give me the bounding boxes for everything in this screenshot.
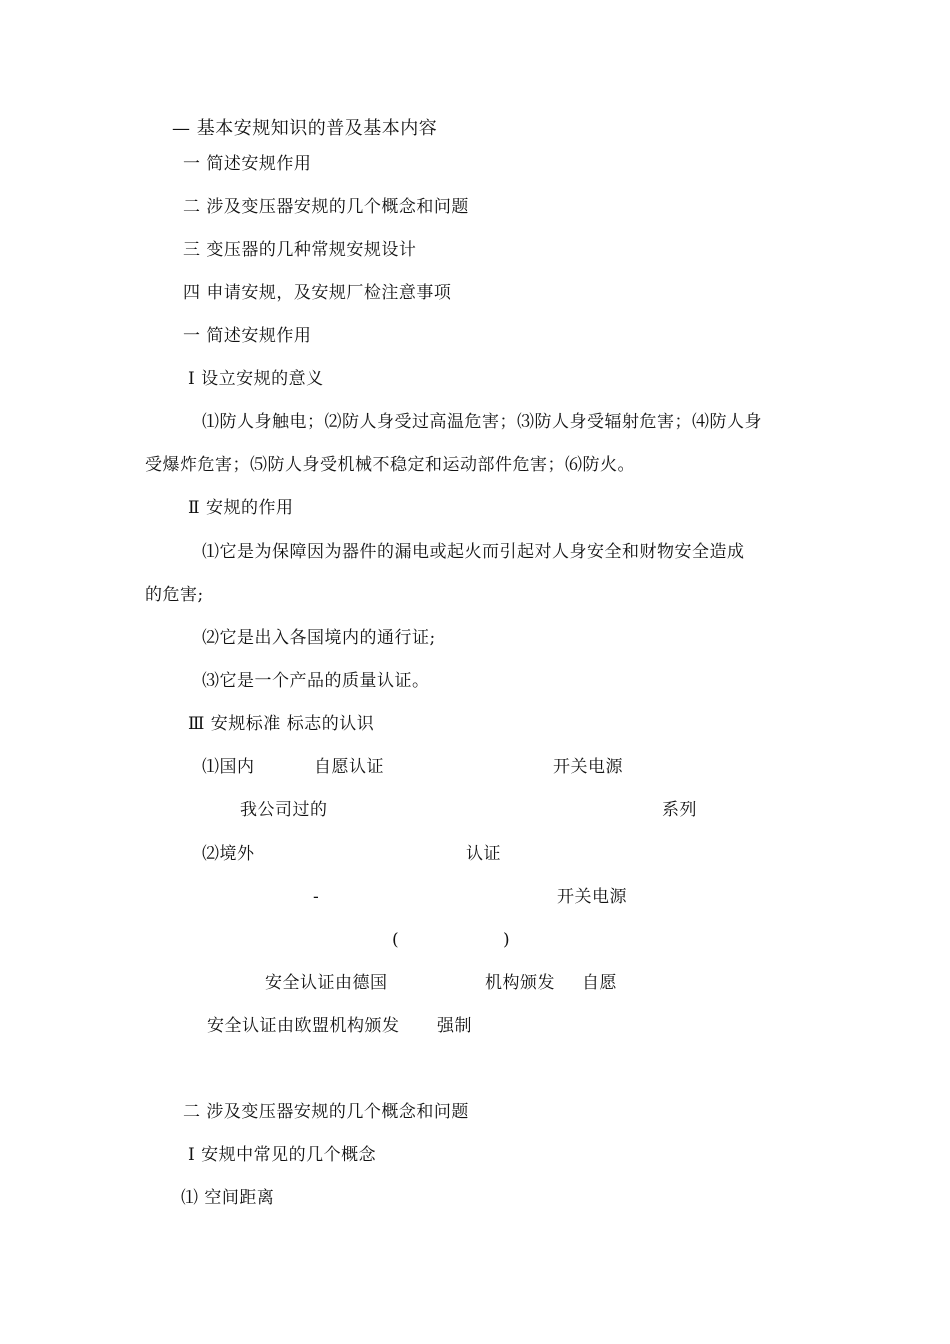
section1-sub2-p2: ⑵它是出入各国境内的通行证;: [202, 628, 436, 648]
foreign-label: ⑵境外: [202, 844, 255, 864]
germany-issue: 机构颁发: [485, 973, 555, 993]
dash-separator: -: [313, 887, 320, 907]
section1-sub2-heading: Ⅱ 安规的作用: [188, 498, 294, 518]
paren-open: (: [392, 930, 400, 950]
eu-cert: 安全认证由欧盟机构颁发: [207, 1016, 400, 1036]
section1-sub3-heading: Ⅲ 安规标准 标志的认识: [188, 714, 375, 734]
foreign-cert: 认证: [466, 844, 501, 864]
domestic-label: ⑴国内: [202, 757, 255, 777]
eu-type: 强制: [437, 1016, 472, 1036]
section1-sub1-line1: ⑴防人身触电；⑵防人身受过高温危害；⑶防人身受辐射危害；⑷防人身: [202, 412, 762, 432]
section2-heading: 二 涉及变压器安规的几个概念和问题: [183, 1102, 469, 1122]
document-title: — 基本安规知识的普及基本内容: [172, 118, 438, 139]
section1-sub2-p1-line1: ⑴它是为保障因为器件的漏电或起火而引起对人身安全和财物安全造成: [202, 542, 745, 562]
section1-sub2-p1-line2: 的危害;: [145, 585, 204, 605]
section2-sub1-heading: Ⅰ 安规中常见的几个概念: [188, 1145, 377, 1165]
toc-item-2: 二 涉及变压器安规的几个概念和问题: [183, 197, 469, 217]
toc-item-4: 四 申请安规，及安规厂检注意事项: [183, 283, 452, 303]
toc-item-1: 一 简述安规作用: [183, 154, 312, 174]
germany-type: 自愿: [582, 973, 617, 993]
section1-sub1-line2: 受爆炸危害；⑸防人身受机械不稳定和运动部件危害；⑹防火。: [145, 455, 635, 475]
section2-item1: ⑴ 空间距离: [181, 1188, 275, 1208]
toc-item-3: 三 变压器的几种常规安规设计: [183, 240, 417, 260]
section1-heading: 一 简述安规作用: [183, 326, 312, 346]
germany-cert: 安全认证由德国: [265, 973, 388, 993]
foreign-product: 开关电源: [557, 887, 627, 907]
series-label: 系列: [662, 800, 697, 820]
domestic-cert-type: 自愿认证: [314, 757, 384, 777]
section1-sub1-heading: Ⅰ 设立安规的意义: [188, 369, 324, 389]
section1-sub2-p3: ⑶它是一个产品的质量认证。: [202, 671, 430, 691]
paren-close: ): [503, 930, 511, 950]
company-passed: 我公司过的: [240, 800, 328, 820]
domestic-product: 开关电源: [553, 757, 623, 777]
